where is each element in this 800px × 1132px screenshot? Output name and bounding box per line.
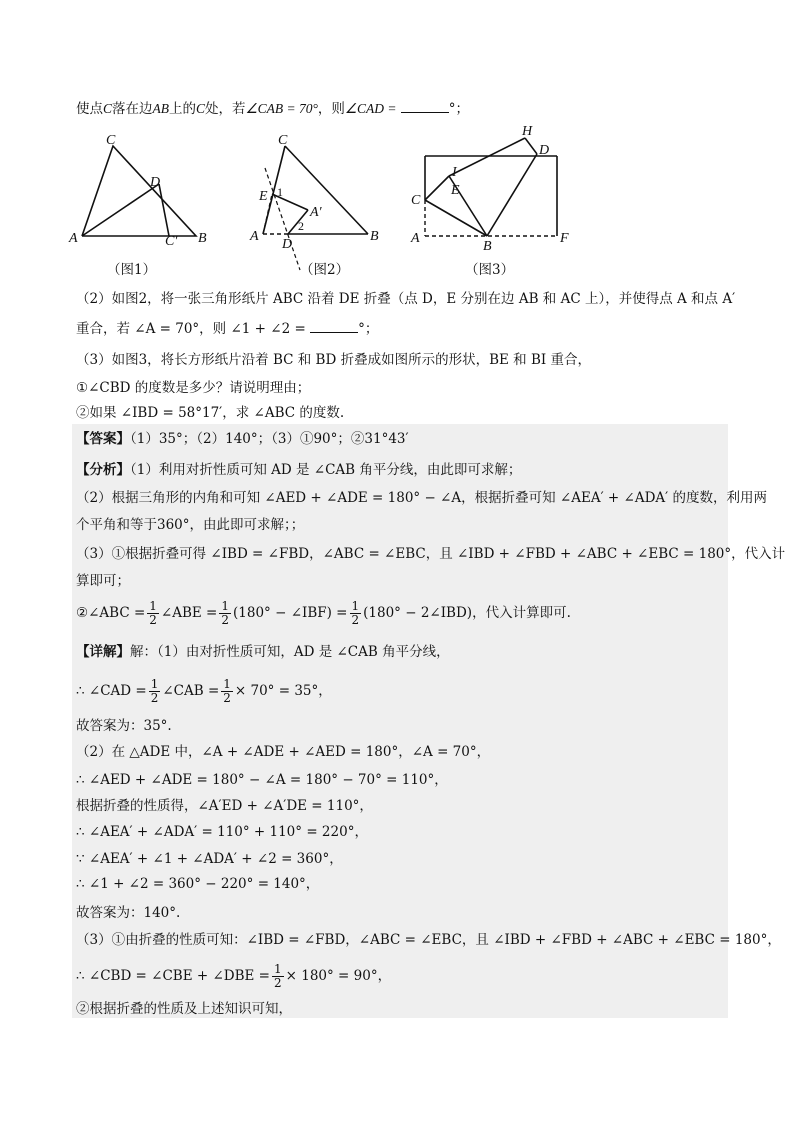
fig1-label-d: D: [150, 175, 161, 190]
detail-line-6: 根据折叠的性质得，∠A′ED + ∠A′DE = 110°，: [76, 798, 373, 814]
fig2-label-b: B: [370, 229, 379, 244]
fig3-label-f: F: [560, 231, 569, 246]
figure-3: [405, 120, 575, 259]
detail-line-1: 【详解】解：（1）由对折性质可知，AD 是 ∠CAB 角平分线，: [76, 644, 450, 660]
detail-line-3: 故答案为：35°.: [76, 718, 172, 734]
fraction-half: $\frac{1}{2}$: [351, 599, 360, 627]
figure-1: [66, 130, 226, 249]
fraction-half: $\frac{1}{2}$: [150, 677, 159, 705]
fig3-label-c: C: [411, 193, 421, 208]
fig1-caption: （图1）: [107, 262, 157, 278]
detail-line-5: ∴ ∠AED + ∠ADE = 180° − ∠A = 180° − 70° = 110°，: [76, 772, 448, 788]
fig2-label-2: 2: [298, 219, 304, 233]
answer-blank: [401, 100, 449, 113]
detail-line-8: ∵ ∠AEA′ + ∠1 + ∠ADA′ + ∠2 = 360°，: [76, 851, 343, 867]
q2-line-2: 重合，若 ∠A = 70°，则 ∠1 + ∠2 = °；: [76, 321, 379, 337]
fig2-label-1: 1: [277, 185, 283, 199]
fig3-label-h: H: [522, 124, 533, 139]
answer-tag: 【答案】: [76, 431, 130, 447]
fig1-label-c: C: [106, 133, 116, 148]
detail-line-7: ∴ ∠AEA′ + ∠ADA′ = 110° + 110° = 220°，: [76, 824, 368, 840]
fraction-half: $\frac{1}{2}$: [223, 677, 231, 705]
fig3-label-i: I: [452, 165, 457, 180]
fig1-label-a: A: [69, 231, 78, 245]
detail-line-4: （2）在 △ADE 中，∠A + ∠ADE + ∠AED = 180°，∠A = 70°，: [76, 744, 491, 760]
q1-line: 使点C落在边AB上的C处，若∠CAB = 70°，则∠CAD = °；: [76, 101, 470, 117]
answer-line: 【答案】（1）35°；（2）140°；（3）①90°；②31°43′: [76, 431, 409, 447]
fig3-label-b: B: [483, 239, 492, 254]
fig2-label-d: D: [282, 237, 293, 252]
fig2-caption: （图2）: [300, 262, 350, 278]
answer-blank-2: [310, 320, 358, 333]
fraction-half: $\frac{1}{2}$: [221, 599, 230, 627]
analysis-line-3: 个平角和等于360°，由此即可求解；；: [76, 517, 305, 533]
fig3-label-e: E: [451, 183, 460, 198]
analysis-line-4: （3）①根据折叠可得 ∠IBD = ∠FBD，∠ABC = ∠EBC，且 ∠IBD + ∠FBD + ∠ABC + ∠EBC = 180°，代入计: [76, 546, 786, 562]
fig3-caption: （图3）: [465, 262, 515, 278]
detail-line-12: ∴ ∠CBD = ∠CBE + ∠DBE = $\frac{1}{2}$ × 180° = 90°，: [76, 962, 392, 990]
analysis-line-2: （2）根据三角形的内角和可知 ∠AED + ∠ADE = 180° − ∠A，根据折叠可知 ∠AEA′ + ∠ADA′ 的度数，利用两: [76, 490, 768, 506]
point-c: C: [103, 101, 113, 116]
detail-tag: 【详解】: [76, 644, 130, 660]
analysis-line-5: 算即可；: [76, 573, 130, 589]
detail-line-10: 故答案为：140°.: [76, 905, 181, 921]
fig3-label-d: D: [539, 143, 550, 158]
detail-line-9: ∴ ∠1 + ∠2 = 360° − 220° = 140°，: [76, 876, 320, 892]
q3-line-2: ①∠CBD 的度数是多少？请说明理由；: [76, 380, 311, 396]
fraction-half: $\frac{1}{2}$: [149, 599, 157, 627]
fig2-label-a: A: [250, 229, 259, 244]
fig2-label-c: C: [278, 133, 288, 148]
detail-line-11: （3）①由折叠的性质可知：∠IBD = ∠FBD，∠ABC = ∠EBC，且 ∠IBD + ∠FBD + ∠ABC + ∠EBC = 180°，: [76, 932, 781, 948]
fig2-label-aprime: A′: [310, 205, 322, 220]
detail-line-13: ②根据折叠的性质及上述知识可知，: [76, 1001, 292, 1017]
analysis-tag: 【分析】: [76, 462, 130, 478]
fig3-label-a: A: [411, 231, 420, 246]
analysis-line-6: ②∠ABC = $\frac{1}{2}$ ∠ABE = $\frac{1}{2}$ (180° − ∠IBF) = $\frac{1}{2}$ (180° − 2∠IBD)，代入计算即可.: [76, 599, 571, 627]
fig1-label-cprime: C′: [165, 234, 178, 245]
analysis-line-1: 【分析】（1）利用对折性质可知 AD 是 ∠CAB 角平分线，由此即可求解；: [76, 462, 522, 478]
detail-line-2: ∴ ∠CAD = $\frac{1}{2}$ ∠CAB = $\frac{1}{2}$ × 70° = 35°，: [76, 677, 332, 705]
fig1-label-b: B: [198, 231, 207, 245]
fraction-half: $\frac{1}{2}$: [273, 962, 282, 990]
q3-line-3: ②如果 ∠IBD = 58°17′，求 ∠ABC 的度数.: [76, 405, 345, 421]
fig2-label-e: E: [259, 189, 268, 204]
q3-line-1: （3）如图3，将长方形纸片沿着 BC 和 BD 折叠成如图所示的形状，BE 和 BI 重合，: [76, 352, 591, 368]
q2-line-1: （2）如图2，将一张三角形纸片 ABC 沿着 DE 折叠（点 D，E 分别在边 AB 和 AC 上），并使得点 A 和点 A′: [76, 291, 736, 307]
